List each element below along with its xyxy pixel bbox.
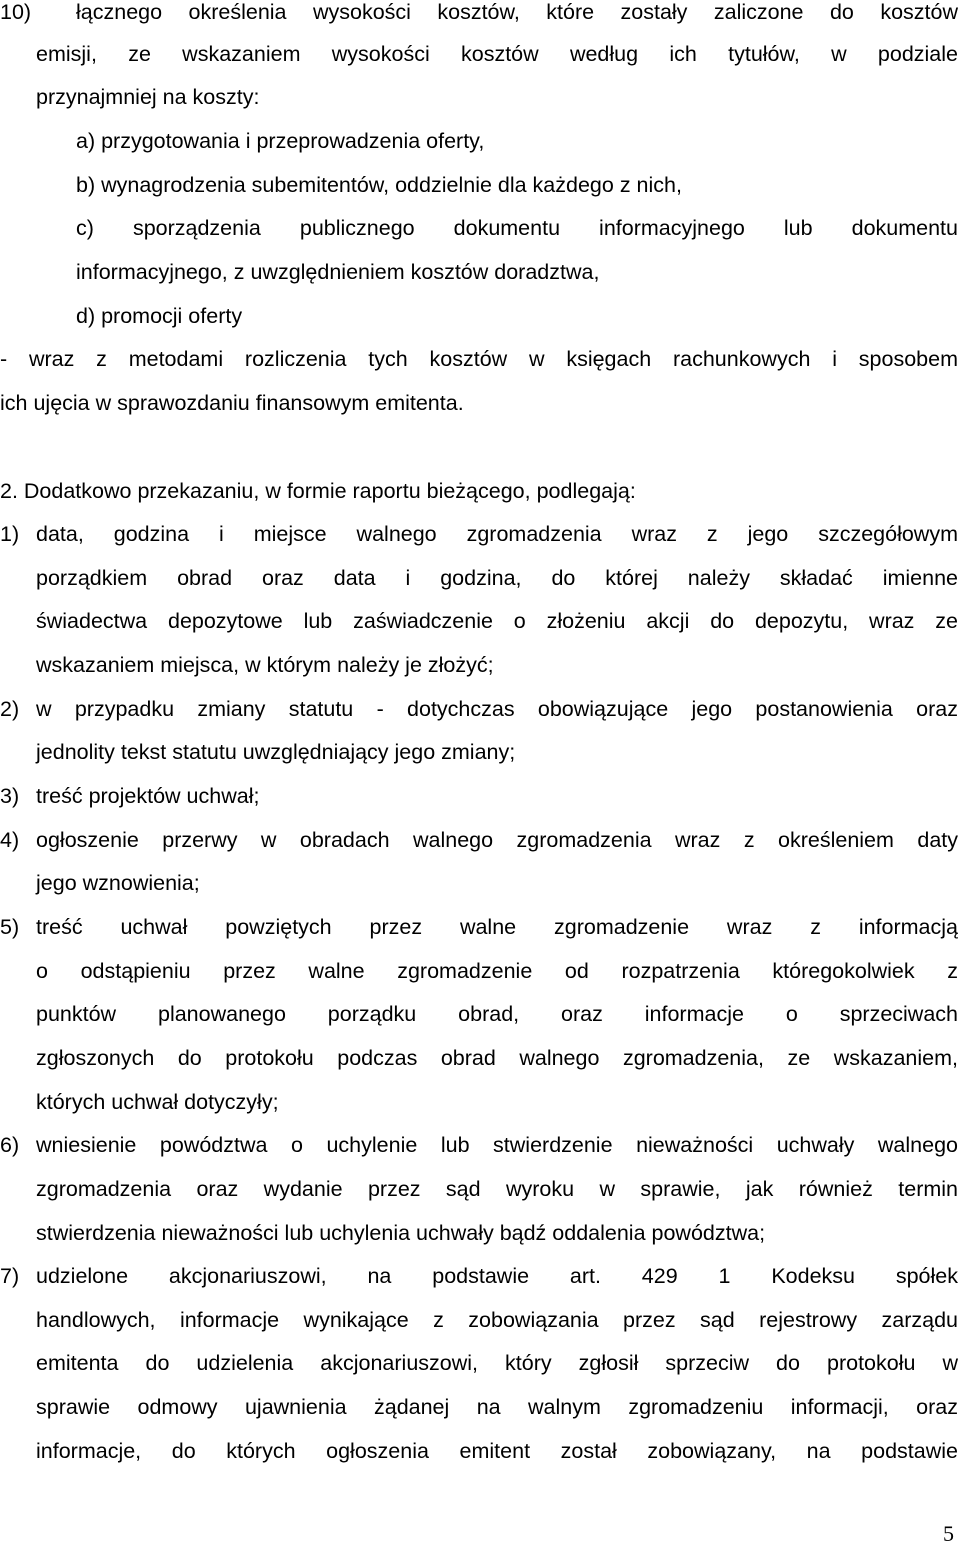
item-number: 3) xyxy=(0,784,20,808)
text-line: przynajmniej na koszty: xyxy=(36,85,260,109)
text-line: udzielone akcjonariuszowi, na podstawie art. 429 1 Kodeksu spółek xyxy=(36,1264,958,1288)
closing-line: - wraz z metodami rozliczenia tych kosztów w księgach rachunkowych i sposobem xyxy=(0,347,958,371)
subitem-c: c) sporządzenia publicznego dokumentu informacyjnego lub dokumentu xyxy=(76,216,958,240)
text-line: jego wznowienia; xyxy=(36,871,200,895)
text-line: świadectwa depozytowe lub zaświadczenie o złożeniu akcji do depozytu, wraz ze xyxy=(36,609,958,633)
text-line: punktów planowanego porządku obrad, oraz informacje o sprzeciwach xyxy=(36,1002,958,1026)
text-line: zgromadzenia oraz wydanie przez sąd wyroku w sprawie, jak również termin xyxy=(36,1177,958,1201)
item-number: 4) xyxy=(0,828,20,852)
item-number: 2) xyxy=(0,697,20,721)
text-line: informacje, do których ogłoszenia emitent został zobowiązany, na podstawie xyxy=(36,1439,958,1463)
item-number: 6) xyxy=(0,1133,20,1157)
text-line: w przypadku zmiany statutu - dotychczas obowiązujące jego postanowienia oraz xyxy=(36,697,958,721)
text-line: których uchwał dotyczyły; xyxy=(36,1090,279,1114)
text-line: ogłoszenie przerwy w obradach walnego zgromadzenia wraz z określeniem daty xyxy=(36,828,958,852)
text-line: emisji, ze wskazaniem wysokości kosztów według ich tytułów, w podziale xyxy=(36,42,958,66)
text-line: stwierdzenia nieważności lub uchylenia uchwały bądź oddalenia powództwa; xyxy=(36,1221,766,1245)
section-2-heading: 2. Dodatkowo przekazaniu, w formie raportu bieżącego, podlegają: xyxy=(0,479,636,503)
text-line: o odstąpieniu przez walne zgromadzenie od rozpatrzenia któregokolwiek z xyxy=(36,959,958,983)
text-line: łącznego określenia wysokości kosztów, które zostały zaliczone do kosztów xyxy=(76,0,958,24)
text-line: sprawie odmowy ujawnienia żądanej na walnym zgromadzeniu informacji, oraz xyxy=(36,1395,958,1419)
subitem-b: b) wynagrodzenia subemitentów, oddzielnie dla każdego z nich, xyxy=(76,173,682,197)
subitem-a: a) przygotowania i przeprowadzenia oferty, xyxy=(76,129,485,153)
text-line: handlowych, informacje wynikające z zobowiązania przez sąd rejestrowy zarządu xyxy=(36,1308,958,1332)
subitem-d: d) promocji oferty xyxy=(76,304,243,328)
text-line: treść uchwał powziętych przez walne zgromadzenie wraz z informacją xyxy=(36,915,958,939)
item-number: 1) xyxy=(0,522,20,546)
text-line: treść projektów uchwał; xyxy=(36,784,260,808)
text-line: wskazaniem miejsca, w którym należy je złożyć; xyxy=(36,653,494,677)
item-number: 7) xyxy=(0,1264,20,1288)
text-line: wniesienie powództwa o uchylenie lub stwierdzenie nieważności uchwały walnego xyxy=(36,1133,958,1157)
item-number: 10) xyxy=(0,0,32,24)
text-line: data, godzina i miejsce walnego zgromadzenia wraz z jego szczegółowym xyxy=(36,522,958,546)
subitem-c-cont: informacyjnego, z uwzględnieniem kosztów doradztwa, xyxy=(76,260,600,284)
text-line: porządkiem obrad oraz data i godzina, do której należy składać imienne xyxy=(36,566,958,590)
item-number: 5) xyxy=(0,915,20,939)
text-line: jednolity tekst statutu uwzględniający jego zmiany; xyxy=(36,740,516,764)
page-number: 5 xyxy=(943,1521,954,1546)
text-line: emitenta do udzielenia akcjonariuszowi, który zgłosił sprzeciw do protokołu w xyxy=(36,1351,958,1375)
closing-line: ich ujęcia w sprawozdaniu finansowym emitenta. xyxy=(0,391,464,415)
text-line: zgłoszonych do protokołu podczas obrad walnego zgromadzenia, ze wskazaniem, xyxy=(36,1046,958,1070)
